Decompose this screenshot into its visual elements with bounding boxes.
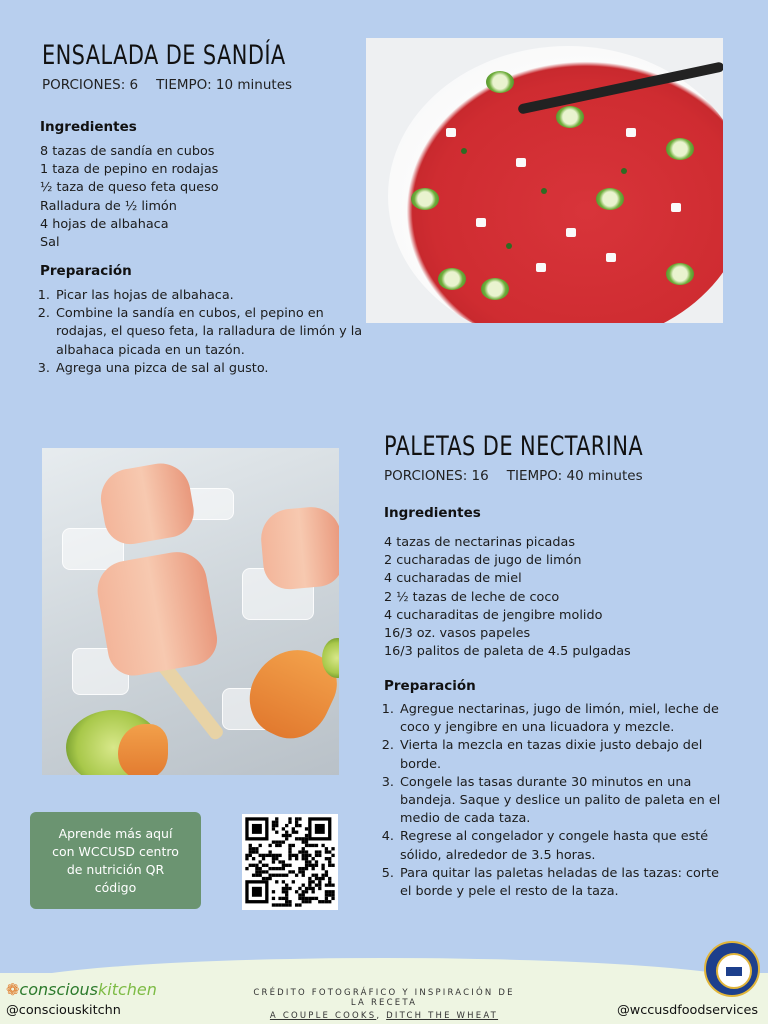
nectarine-popsicle-photo bbox=[42, 448, 339, 775]
salad-servings: PORCIONES: 6 bbox=[42, 77, 139, 93]
prep-step: 5. Para quitar las paletas heladas de las tazas: corte el borde y pele el resto de la taza. bbox=[398, 865, 728, 901]
paletas-time: TIEMPO: 40 minutes bbox=[506, 468, 643, 484]
prep-step: 4. Regrese al congelador y congele hasta que esté sólido, alrededor de 3.5 horas. bbox=[398, 828, 728, 864]
ingredient-item: 1 taza de pepino en rodajas bbox=[40, 162, 219, 178]
paletas-ingredients-list bbox=[384, 534, 631, 661]
credit-separator: , bbox=[376, 1011, 387, 1021]
photo-credit bbox=[246, 988, 522, 1021]
credit-line: CRÉDITO FOTOGRÁFICO Y INSPIRACIÓN DE LA RECETA bbox=[253, 988, 515, 1008]
ingredient-item: Sal bbox=[40, 235, 60, 251]
prep-step: 3. Agrega una pizca de sal al gusto. bbox=[54, 360, 372, 378]
prep-step: 2. Combine la sandía en cubos, el pepino en rodajas, el queso feta, la ralladura de limón y la albahaca picada en un tazón. bbox=[54, 305, 372, 360]
paletas-servings: PORCIONES: 16 bbox=[384, 468, 489, 484]
brand-part-2: kitchen bbox=[97, 980, 157, 999]
salad-time: TIEMPO: 10 minutes bbox=[156, 77, 293, 93]
prep-step: 1. Picar las hojas de albahaca. bbox=[54, 287, 372, 305]
credit-link-ditch-the-wheat[interactable]: DITCH THE WHEAT bbox=[386, 1011, 499, 1021]
handle-conscious-kitchen[interactable]: @consciouskitchn bbox=[6, 1003, 121, 1018]
qr-callout bbox=[30, 812, 201, 909]
ingredient-item: Ralladura de ½ limón bbox=[40, 198, 177, 214]
prep-step: 2. Vierta la mezcla en tazas dixie justo debajo del borde. bbox=[398, 737, 728, 773]
paletas-steps-list bbox=[384, 701, 728, 901]
ingredient-item: 4 cucharadas de miel bbox=[384, 571, 522, 587]
qr-code-icon bbox=[242, 814, 338, 910]
ingredient-item: 2 cucharadas de jugo de limón bbox=[384, 553, 582, 569]
salad-ingredients-heading: Ingredientes bbox=[40, 119, 137, 135]
ingredient-item: 4 cucharaditas de jengibre molido bbox=[384, 607, 603, 623]
paletas-title: PALETAS DE NECTARINA bbox=[384, 431, 644, 462]
ingredient-item: 4 hojas de albahaca bbox=[40, 216, 169, 232]
ingredient-item: 16/3 oz. vasos papeles bbox=[384, 626, 531, 642]
paletas-prep-heading: Preparación bbox=[384, 678, 476, 694]
qr-callout-text: Aprende más aquí con WCCUSD centro de nutrición QR código bbox=[52, 825, 179, 895]
watermelon-salad-photo bbox=[366, 38, 723, 323]
prep-step: 3. Congele las tasas durante 30 minutos en una bandeja. Saque y deslice un palito de paleta en el medio de cada taza. bbox=[398, 774, 728, 829]
handle-wccusd-food-services[interactable]: @wccusdfoodservices bbox=[616, 1003, 758, 1018]
paletas-ingredients-heading: Ingredientes bbox=[384, 505, 481, 521]
ingredient-item: 2 ½ tazas de leche de coco bbox=[384, 589, 560, 605]
ingredient-item: 4 tazas de nectarinas picadas bbox=[384, 535, 575, 550]
district-seal-icon bbox=[704, 941, 760, 997]
ingredient-item: 16/3 palitos de paleta de 4.5 pulgadas bbox=[384, 644, 631, 660]
salad-prep-heading: Preparación bbox=[40, 263, 132, 279]
qr-code[interactable] bbox=[242, 814, 338, 910]
paletas-meta bbox=[384, 468, 643, 484]
ingredient-item: ½ taza de queso feta queso bbox=[40, 180, 219, 196]
brand-part-1: conscious bbox=[19, 980, 98, 999]
prep-step: 1. Agregue nectarinas, jugo de limón, miel, leche de coco y jengibre en una licuadora y mezcle. bbox=[398, 701, 728, 737]
conscious-kitchen-logo: ❁consciouskitchen bbox=[6, 980, 157, 999]
salad-meta bbox=[42, 77, 292, 93]
salad-ingredients-list bbox=[40, 143, 219, 252]
ingredient-item: 8 tazas de sandía en cubos bbox=[40, 144, 215, 159]
salad-title: ENSALADA DE SANDÍA bbox=[42, 40, 286, 71]
salad-steps-list bbox=[40, 287, 372, 378]
credit-link-a-couple-cooks[interactable]: A COUPLE COOKS bbox=[269, 1011, 377, 1021]
